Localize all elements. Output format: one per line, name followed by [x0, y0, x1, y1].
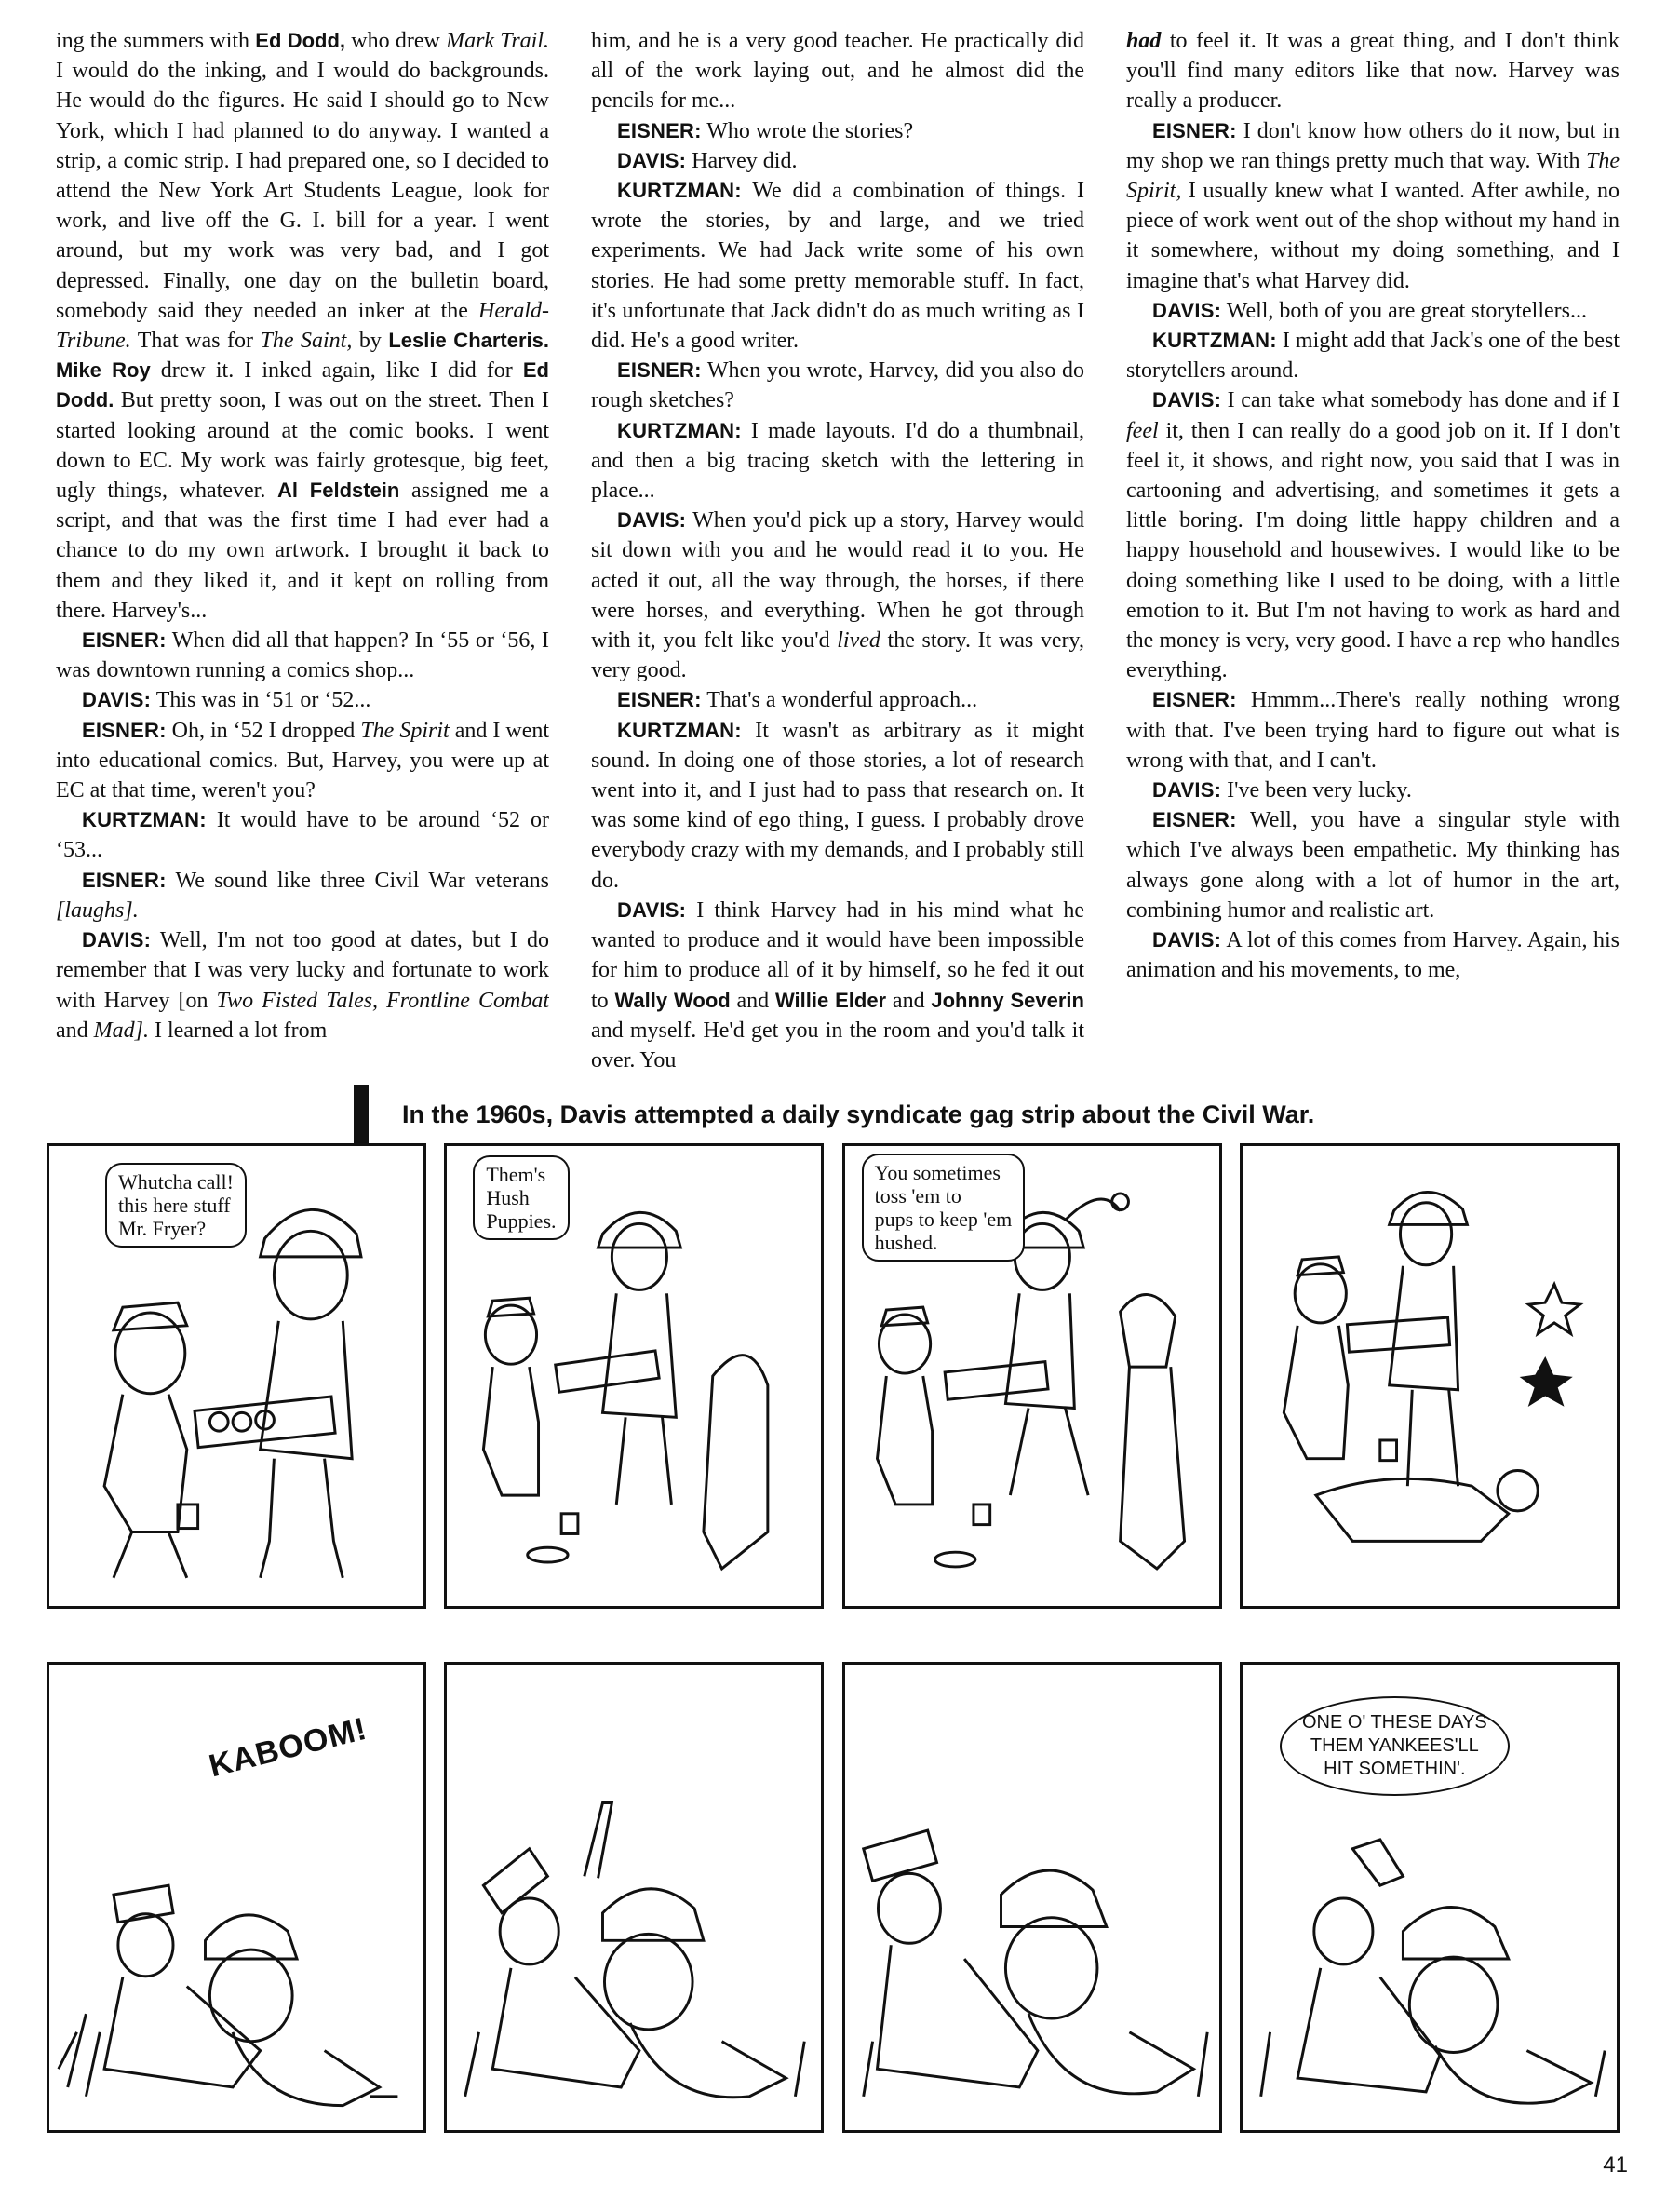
interview-paragraph — [1126, 685, 1620, 776]
sound-effect-kaboom: KABOOM! — [205, 1710, 371, 1785]
speaker-label: DAVIS: — [617, 508, 687, 533]
text-segment: This was in ‘51 or ‘52... — [151, 688, 371, 713]
text-segment: A lot of this comes from Harvey. Again, his animation and his movements, to me, — [1126, 928, 1620, 983]
text-segment: and — [886, 988, 932, 1013]
text-segment: The Spirit, — [1126, 148, 1620, 204]
text-segment: him, and he is a very good teacher. He practically did all of the work laying out, and he almost did the pencils for me... — [591, 29, 1084, 114]
speaker-label: KURTZMAN: — [617, 718, 742, 742]
text-segment: Wally Wood — [614, 988, 731, 1012]
text-segment: I've been very lucky. — [1221, 778, 1412, 803]
comic-panel-6 — [444, 1662, 824, 2133]
text-segment: Leslie Charteris. Mike Roy — [56, 329, 549, 383]
text-segment: I can take what somebody has done and if I — [1221, 388, 1620, 413]
text-segment: Johnny Severin — [931, 988, 1084, 1012]
speech-balloon-2: Them's Hush Puppies. — [473, 1155, 569, 1240]
text-segment: I might add that Jack's one of the best storytellers around. — [1126, 329, 1620, 384]
interview-paragraph — [1126, 385, 1620, 685]
interview-paragraph — [591, 685, 1084, 715]
text-segment: to feel it. It was a great thing, and I don't think you'll find many editors like that now. Harvey was really a producer. — [1126, 29, 1620, 114]
text-segment: the story. It was very, very good. — [591, 628, 1084, 683]
text-segment: We did a combination of things. I wrote the stories, by and large, and we tried experiments. We had Jack write some of his own stories. He had some pretty memorable stuff. In fact, it's unfortunate that Jack didn't do as much writing as I did. He's a good writer. — [591, 179, 1084, 354]
text-segment: Well, I'm not too good at dates, but I do remember that I was very lucky and fortunate to work with Harvey [on — [56, 928, 549, 1013]
text-segment: [laughs]. — [56, 897, 139, 923]
interview-paragraph — [56, 685, 549, 715]
text-segment: But pretty soon, I was out on the street. Then I started looking around at the comic books. I went down to EC. My work was fairly grotesque, big feet, ugly things, whatever. — [56, 388, 549, 504]
speaker-label: DAVIS: — [1152, 928, 1222, 952]
speaker-label: DAVIS: — [82, 928, 152, 952]
speaker-label: EISNER: — [82, 718, 167, 742]
speaker-label: KURTZMAN: — [617, 179, 742, 203]
text-segment: Willie Elder — [774, 988, 887, 1012]
text-segment: Oh, in ‘52 I dropped — [166, 718, 361, 743]
speaker-label: EISNER: — [82, 868, 167, 892]
interview-paragraph — [591, 416, 1084, 506]
text-segment: I usually knew what I wanted. After awhile, no piece of work went out of the shop without my hand in it somewhere, without my doing something, and I imagine that's what Harvey did. — [1126, 179, 1620, 293]
speaker-label: KURTZMAN: — [617, 418, 742, 442]
text-segment: The Saint, — [260, 329, 353, 354]
speaker-label: EISNER: — [1152, 808, 1237, 832]
text-segment: and myself. He'd get you in the room and you'd talk it over. You — [591, 1018, 1084, 1073]
text-segment: assigned me a script, and that was the first time I had ever had a chance to do my own artwork. I brought it back to them and they liked it, and it kept on rolling from there. Harvey's... — [56, 479, 549, 623]
comic-panel-4 — [1240, 1143, 1620, 1609]
interview-paragraph — [56, 805, 549, 865]
interview-paragraph — [591, 716, 1084, 896]
speaker-label: DAVIS: — [1152, 778, 1222, 803]
text-segment: I don't know how others do it now, but in my shop we ran things pretty much that way. With — [1126, 118, 1620, 173]
text-column-3 — [1126, 26, 1620, 1087]
text-segment: Two Fisted Tales, Frontline Combat — [216, 988, 549, 1013]
speech-balloon-3: You sometimes toss 'em to pups to keep 'em hushed. — [862, 1154, 1026, 1262]
panel-4-illustration — [1243, 1146, 1617, 1606]
text-segment: Ed Dodd. — [56, 358, 549, 412]
interview-paragraph — [591, 506, 1084, 685]
speaker-label: KURTZMAN: — [1152, 329, 1277, 353]
text-segment: feel — [1126, 418, 1159, 443]
speaker-label: DAVIS: — [82, 688, 152, 712]
text-segment: That's a wonderful approach... — [701, 688, 978, 713]
caption-marker-bar — [354, 1085, 369, 1148]
comic-strip-bottom — [47, 1662, 1620, 2133]
speech-balloon-4: ONE O' THESE DAYS THEM YANKEES'LL HIT SOMETHIN'. — [1280, 1696, 1510, 1796]
speaker-label: EISNER: — [1152, 688, 1237, 712]
text-segment: I made layouts. I'd do a thumbnail, and then a big tracing sketch with the lettering in place... — [591, 418, 1084, 504]
text-segment: It wasn't as arbitrary as it might sound. In doing one of those stories, a lot of research went into it, and I just had to pass that research on. It was some kind of ego thing, I guess. I probably drove everybody crazy with my demands, and I probably still do. — [591, 718, 1084, 893]
interview-paragraph — [591, 146, 1084, 176]
text-segment: I think Harvey had in his mind what he wanted to produce and it would have been impossible for him to produce all of it by himself, so he fed it out to — [591, 897, 1084, 1013]
text-segment: had — [1126, 29, 1162, 53]
text-segment: I would do the inking, and I would do backgrounds. He would do the figures. He said I should go to New York, which I had planned to do anyway. I wanted a strip, a comic strip. I had prepared one, so I decided to attend the New York Art Students League, look for work, and live off the G. I. bill for a year. I went around, but my work was very bad, and I got depressed. Finally, one day on the bulletin board, somebody said they needed an inker at the — [56, 59, 549, 323]
comic-panel-1 — [47, 1143, 426, 1609]
text-segment: The Spirit — [360, 718, 450, 743]
text-segment: who drew — [345, 29, 447, 53]
interview-paragraph — [591, 116, 1084, 146]
interview-paragraph — [56, 925, 549, 1046]
text-segment: by — [352, 329, 389, 354]
interview-paragraph — [1126, 296, 1620, 326]
text-segment: drew it. I inked again, like I did for — [150, 358, 523, 384]
text-segment: I learned a lot from — [149, 1018, 328, 1043]
interview-paragraph — [1126, 116, 1620, 296]
text-column-1 — [56, 26, 549, 1087]
comic-panel-2 — [444, 1143, 824, 1609]
page-number: 41 — [1603, 2152, 1628, 2178]
text-segment: Well, you have a singular style with which I've always been empathetic. My thinking has always gone along with a lot of humor in the art, combining humor and realistic art. — [1126, 808, 1620, 923]
text-segment: It would have to be around ‘52 or ‘53... — [56, 808, 549, 863]
speaker-label: EISNER: — [1152, 118, 1237, 142]
text-segment: When you wrote, Harvey, did you also do rough sketches? — [591, 358, 1084, 413]
text-segment: Mark Trail. — [446, 29, 549, 53]
comic-panel-7 — [842, 1662, 1222, 2133]
interview-paragraph — [1126, 326, 1620, 385]
text-segment: That was for — [130, 329, 261, 354]
text-segment: and I went into educational comics. But, Harvey, you were up at EC at that time, weren't you? — [56, 718, 549, 803]
interview-paragraph — [56, 866, 549, 925]
interview-text — [56, 26, 1620, 1087]
text-segment: Well, both of you are great storytellers... — [1221, 298, 1587, 323]
text-segment: We sound like three Civil War veterans — [166, 868, 549, 893]
text-segment: ing the summers with — [56, 29, 256, 53]
interview-paragraph — [1126, 925, 1620, 985]
speaker-label: EISNER: — [82, 628, 167, 653]
text-segment: Mad]. — [93, 1018, 149, 1043]
text-segment: Harvey did. — [686, 148, 798, 173]
text-segment: Al Feldstein — [277, 479, 400, 503]
text-segment: lived — [837, 628, 880, 654]
text-segment: Who wrote the stories? — [701, 118, 914, 143]
speaker-label: KURTZMAN: — [82, 808, 207, 832]
text-segment: it, then I can really do a good job on it. If I don't feel it, it shows, and right now, you said that I was in cartooning and advertising, and sometimes it gets a little boring. I'm doing little happy children and a happy household and housewives. I would like to be doing something like I used to be doing, with a little emotion to it. But I'm not having to work as hard and the money is very, very good. I have a rep who handles everything. — [1126, 418, 1620, 683]
interview-paragraph — [56, 716, 549, 806]
comic-panel-3 — [842, 1143, 1222, 1609]
text-segment: When did all that happen? In ‘55 or ‘56, I was downtown running a comics shop... — [56, 628, 549, 683]
speaker-label: EISNER: — [617, 118, 702, 142]
text-segment: Herald-Tribune. — [56, 298, 549, 354]
continued-paragraph — [591, 26, 1084, 116]
continued-paragraph — [56, 26, 549, 626]
speaker-label: DAVIS: — [1152, 388, 1222, 412]
speaker-label: EISNER: — [617, 688, 702, 712]
comic-panel-8 — [1240, 1662, 1620, 2133]
interview-paragraph — [56, 626, 549, 685]
panel-7-illustration — [845, 1665, 1219, 2130]
interview-paragraph — [591, 356, 1084, 415]
interview-paragraph — [1126, 776, 1620, 805]
speaker-label: DAVIS: — [617, 897, 687, 922]
speaker-label: DAVIS: — [617, 148, 687, 172]
interview-paragraph — [591, 896, 1084, 1075]
speech-balloon-1: Whutcha call! this here stuff Mr. Fryer? — [105, 1163, 247, 1248]
interview-paragraph — [591, 176, 1084, 356]
strip-caption: In the 1960s, Davis attempted a daily syndicate gag strip about the Civil War. — [402, 1100, 1315, 1128]
text-segment: and — [56, 1018, 94, 1043]
text-segment: and — [730, 988, 775, 1013]
comic-panel-5 — [47, 1662, 426, 2133]
continued-paragraph — [1126, 26, 1620, 116]
speaker-label: DAVIS: — [1152, 298, 1222, 322]
speaker-label: EISNER: — [617, 358, 702, 383]
panel-6-illustration — [447, 1665, 821, 2130]
text-segment: Ed Dodd, — [255, 29, 346, 52]
comic-strip-top — [47, 1143, 1620, 1609]
text-column-2 — [591, 26, 1084, 1087]
text-segment: Hmmm...There's really nothing wrong with that. I've been trying hard to figure out what is wrong with that, and I can't. — [1126, 688, 1620, 773]
text-segment: When you'd pick up a story, Harvey would sit down with you and he would read it to you. He acted it out, all the way through, the horses, if there were horses, and everything. When he got through with it, you felt like you'd — [591, 508, 1084, 654]
interview-paragraph — [1126, 805, 1620, 925]
